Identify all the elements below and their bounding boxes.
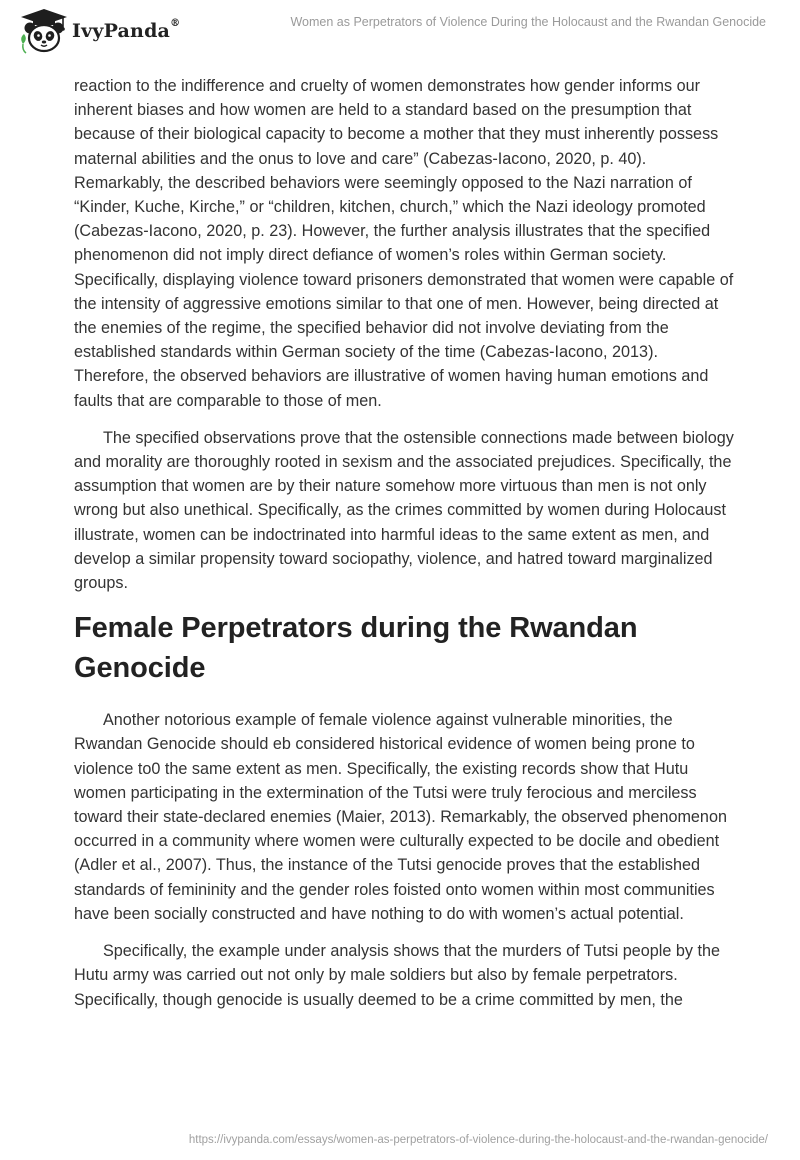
paragraph-2: The specified observations prove that the ostensible connections made between biology and morality are thoroughly rooted in sexism and the associated prejudices. Specifically, the assumption that women are by their nature somehow more virtuous than men is not only wrong but also unethical. Specifically, as the crimes committed by women during Holocaust illustrate, women can be indoctrinated into harmful ideas to the same extent as men, and develop a similar propensity toward sociopathy, violence, and hatred toward marginalized groups. — [74, 428, 734, 593]
paragraph-3: Another notorious example of female violence against vulnerable minorities, the Rwandan Genocide should eb considered historical evidence of women being prone to violence to0 the same extent as men. Specifically, the existing records show that Hutu women participating in the extermination of the Tutsi were truly ferocious and merciless toward their state-declared enemies (Maier, 2013). Remarkably, the observed phenomenon occurred in a community where women were culturally expected to be docile and obedient (Adler et al., 2007). Thus, the instance of the Tutsi genocide proves that the established standards of femininity and the gender roles foisted onto women within most communities have been socially constructed and have nothing to do with women’s actual potential. — [74, 711, 727, 923]
page-header — [0, 0, 800, 64]
running-title: Women as Perpetrators of Violence During the Holocaust and the Rwandan Genocide — [290, 15, 766, 29]
source-url[interactable]: https://ivypanda.com/essays/women-as-perpetrators-of-violence-during-the-holocaust-and-the-rwandan-genocide/ — [188, 1134, 768, 1146]
logo-text: IvyPanda® — [72, 18, 181, 42]
registered-mark: ® — [170, 18, 181, 29]
panda-graduate-icon — [18, 8, 70, 54]
paragraph-1: reaction to the indifference and cruelty of women demonstrates how gender informs our inherent biases and how women are held to a standard based on the presumption that because of their biological capacity to become a mother that they must inherently possess maternal abilities and the onus to love and care” (Cabezas-Iacono, 2020, p. 40). Remarkably, the described behaviors were seemingly opposed to the Nazi narration of “Kinder, Kuche, Kirche,” or “children, kitchen, church,” which the Nazi ideology promoted (Cabezas-Iacono, 2020, p. 23). However, the further analysis illustrates that the specified phenomenon did not imply direct defiance of women’s roles within German society. Specifically, displaying violence toward prisoners demonstrated that women were capable of the intensity of aggressive emotions similar to that one of men. However, being directed at the enemies of the regime, the specified behavior did not involve deviating from the established standards within German society of the time (Cabezas-Iacono, 2013). Therefore, the observed behaviors are illustrative of women having human emotions and faults that are comparable to those of men. — [74, 77, 734, 410]
section-heading: Female Perpetrators during the Rwandan Genocide — [74, 612, 638, 685]
essay-content — [74, 74, 734, 1025]
paragraph-4: Specifically, the example under analysis shows that the murders of Tutsi people by the Hutu army was carried out not only by male soldiers but also by female perpetrators. Specifically, though genocide is usually deemed to be a crime committed by men, the — [74, 942, 720, 1009]
ivypanda-logo[interactable] — [18, 8, 180, 54]
